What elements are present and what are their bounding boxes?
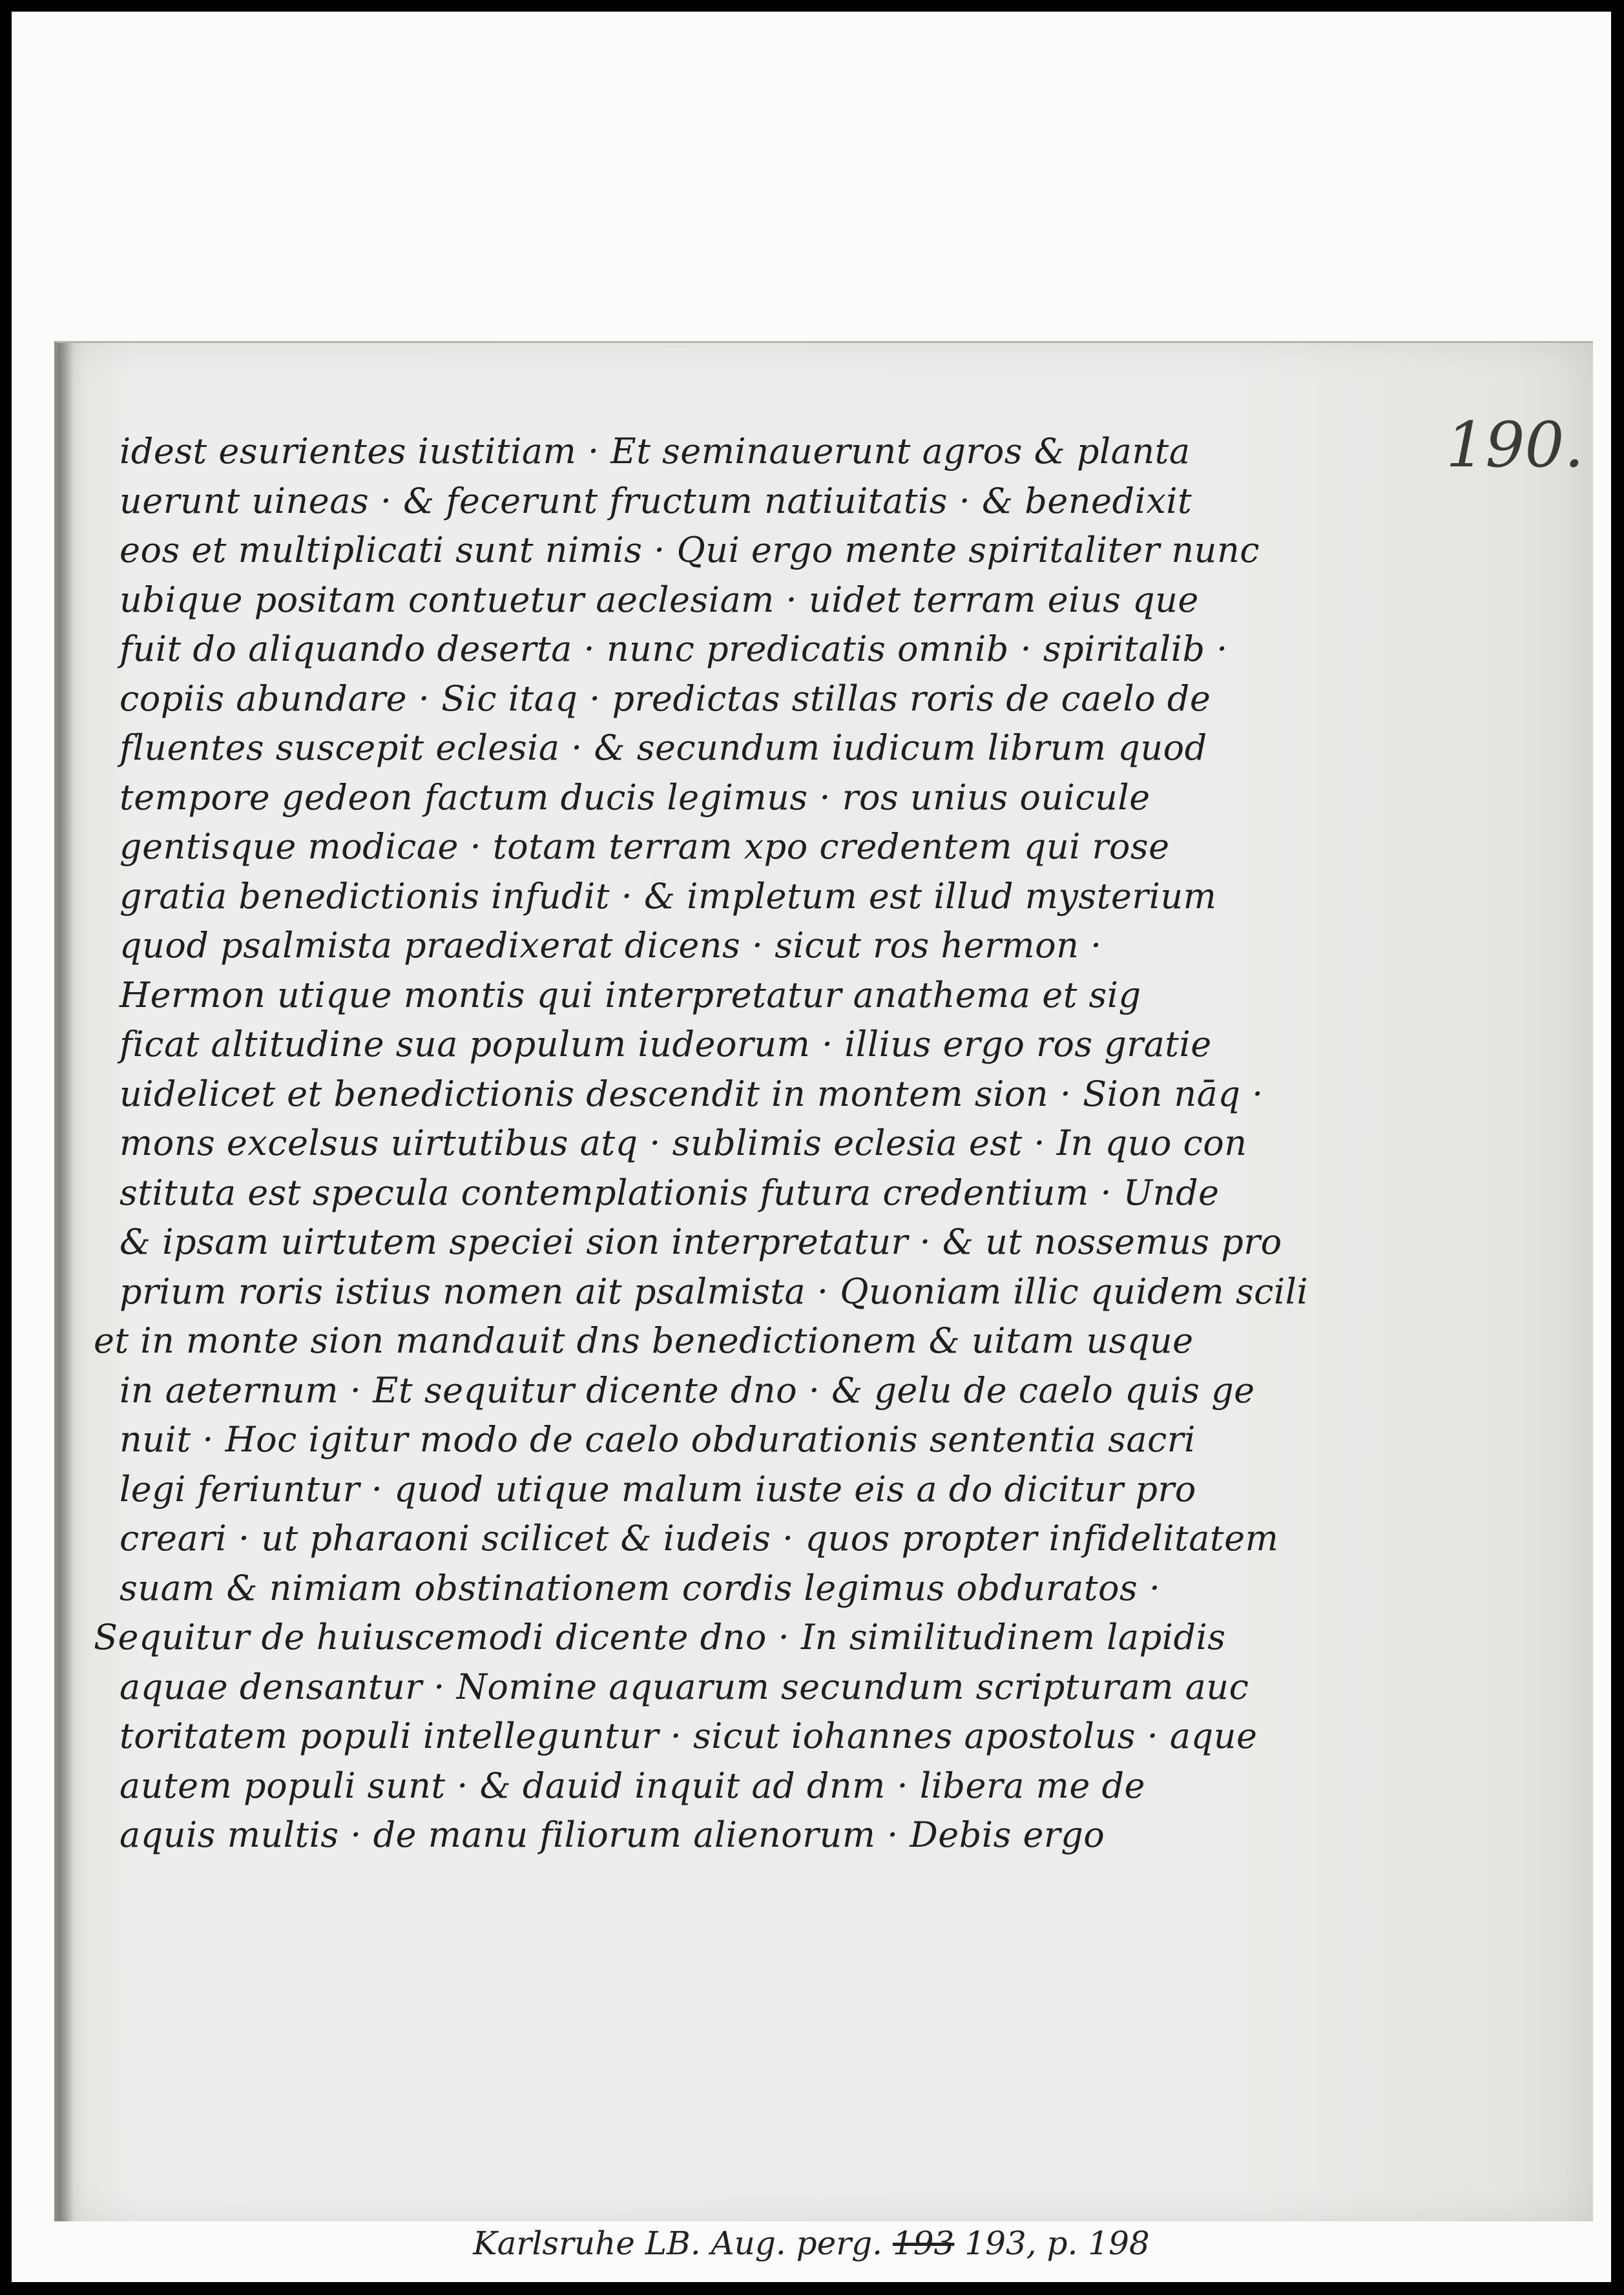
manuscript-line: toritatem populi intelleguntur · sicut iohannes apostolus · aque <box>120 1716 1258 1756</box>
manuscript-line: quod psalmista praedixerat dicens · sicut ros hermon · <box>120 925 1102 966</box>
manuscript-line: Hermon utique montis qui interpretatur anathema et sig <box>120 974 1141 1015</box>
manuscript-line: idest esurientes iustitiam · Et seminauerunt agros & planta <box>120 431 1191 472</box>
manuscript-line: creari · ut pharaoni scilicet & iudeis · quos propter infidelitatem <box>120 1518 1279 1559</box>
manuscript-line: ubique positam contuetur aeclesiam · uidet terram eius que <box>120 579 1199 620</box>
manuscript-line: nuit · Hoc igitur modo de caelo obdurationis sententia sacri <box>120 1419 1196 1460</box>
manuscript-line: aquis multis · de manu filiorum alienorum · Debis ergo <box>120 1814 1105 1855</box>
caption-prefix: Karlsruhe LB. Aug. perg. <box>473 2225 883 2262</box>
caption-struck-number: 193 <box>892 2225 955 2262</box>
manuscript-line: gratia benedictionis infudit · & impletum est illud mysterium <box>120 875 1217 917</box>
manuscript-text <box>94 427 1515 1860</box>
manuscript-line: suam & nimiam obstinationem cordis legimus obduratos · <box>120 1567 1161 1608</box>
manuscript-line: fluentes suscepit eclesia · & secundum iudicum librum quod <box>120 727 1207 768</box>
manuscript-line: in aeternum · Et sequitur dicente dno · & gelu de caelo quis ge <box>120 1369 1255 1411</box>
caption-suffix: 193, p. 198 <box>964 2225 1150 2262</box>
manuscript-line: et in monte sion mandauit dns benedictionem & uitam usque <box>94 1320 1194 1361</box>
manuscript-line: legi feriuntur · quod utique malum iuste eis a do dicitur pro <box>120 1468 1196 1510</box>
manuscript-line: eos et multiplicati sunt nimis · Qui ergo mente spiritaliter nunc <box>120 530 1260 570</box>
folio-number: 190. <box>1446 409 1584 481</box>
manuscript-line: prium roris istius nomen ait psalmista · Quoniam illic quidem scili <box>120 1271 1309 1312</box>
photocopy-sheet <box>12 12 1611 2282</box>
manuscript-line: Sequitur de huiuscemodi dicente dno · In similitudinem lapidis <box>94 1617 1226 1657</box>
shelfmark-caption <box>12 2225 1611 2262</box>
manuscript-line: gentisque modicae · totam terram xpo credentem qui rose <box>120 826 1170 867</box>
manuscript-line: uerunt uineas · & fecerunt fructum natiuitatis · & benedixit <box>120 480 1192 521</box>
manuscript-line: aquae densantur · Nomine aquarum secundum scripturam auc <box>120 1666 1249 1707</box>
manuscript-line: & ipsam uirtutem speciei sion interpretatur · & ut nossemus pro <box>120 1221 1282 1262</box>
manuscript-line: copiis abundare · Sic itaq · predictas stillas roris de caelo de <box>120 678 1211 719</box>
manuscript-line: ficat altitudine sua populum iudeorum · illius ergo ros gratie <box>120 1024 1212 1064</box>
manuscript-page <box>54 341 1593 2221</box>
manuscript-line: tempore gedeon factum ducis legimus · ros unius ouicule <box>120 776 1150 818</box>
manuscript-line: mons excelsus uirtutibus atq · sublimis eclesia est · In quo con <box>120 1123 1247 1163</box>
binding-gutter <box>58 343 74 2221</box>
manuscript-line: uidelicet et benedictionis descendit in montem sion · Sion nāq · <box>120 1073 1264 1114</box>
manuscript-line: stituta est specula contemplationis futura credentium · Unde <box>120 1172 1220 1213</box>
manuscript-line: fuit do aliquando deserta · nunc predicatis omnib · spiritalib · <box>120 628 1228 669</box>
manuscript-line: autem populi sunt · & dauid inquit ad dnm · libera me de <box>120 1765 1145 1806</box>
